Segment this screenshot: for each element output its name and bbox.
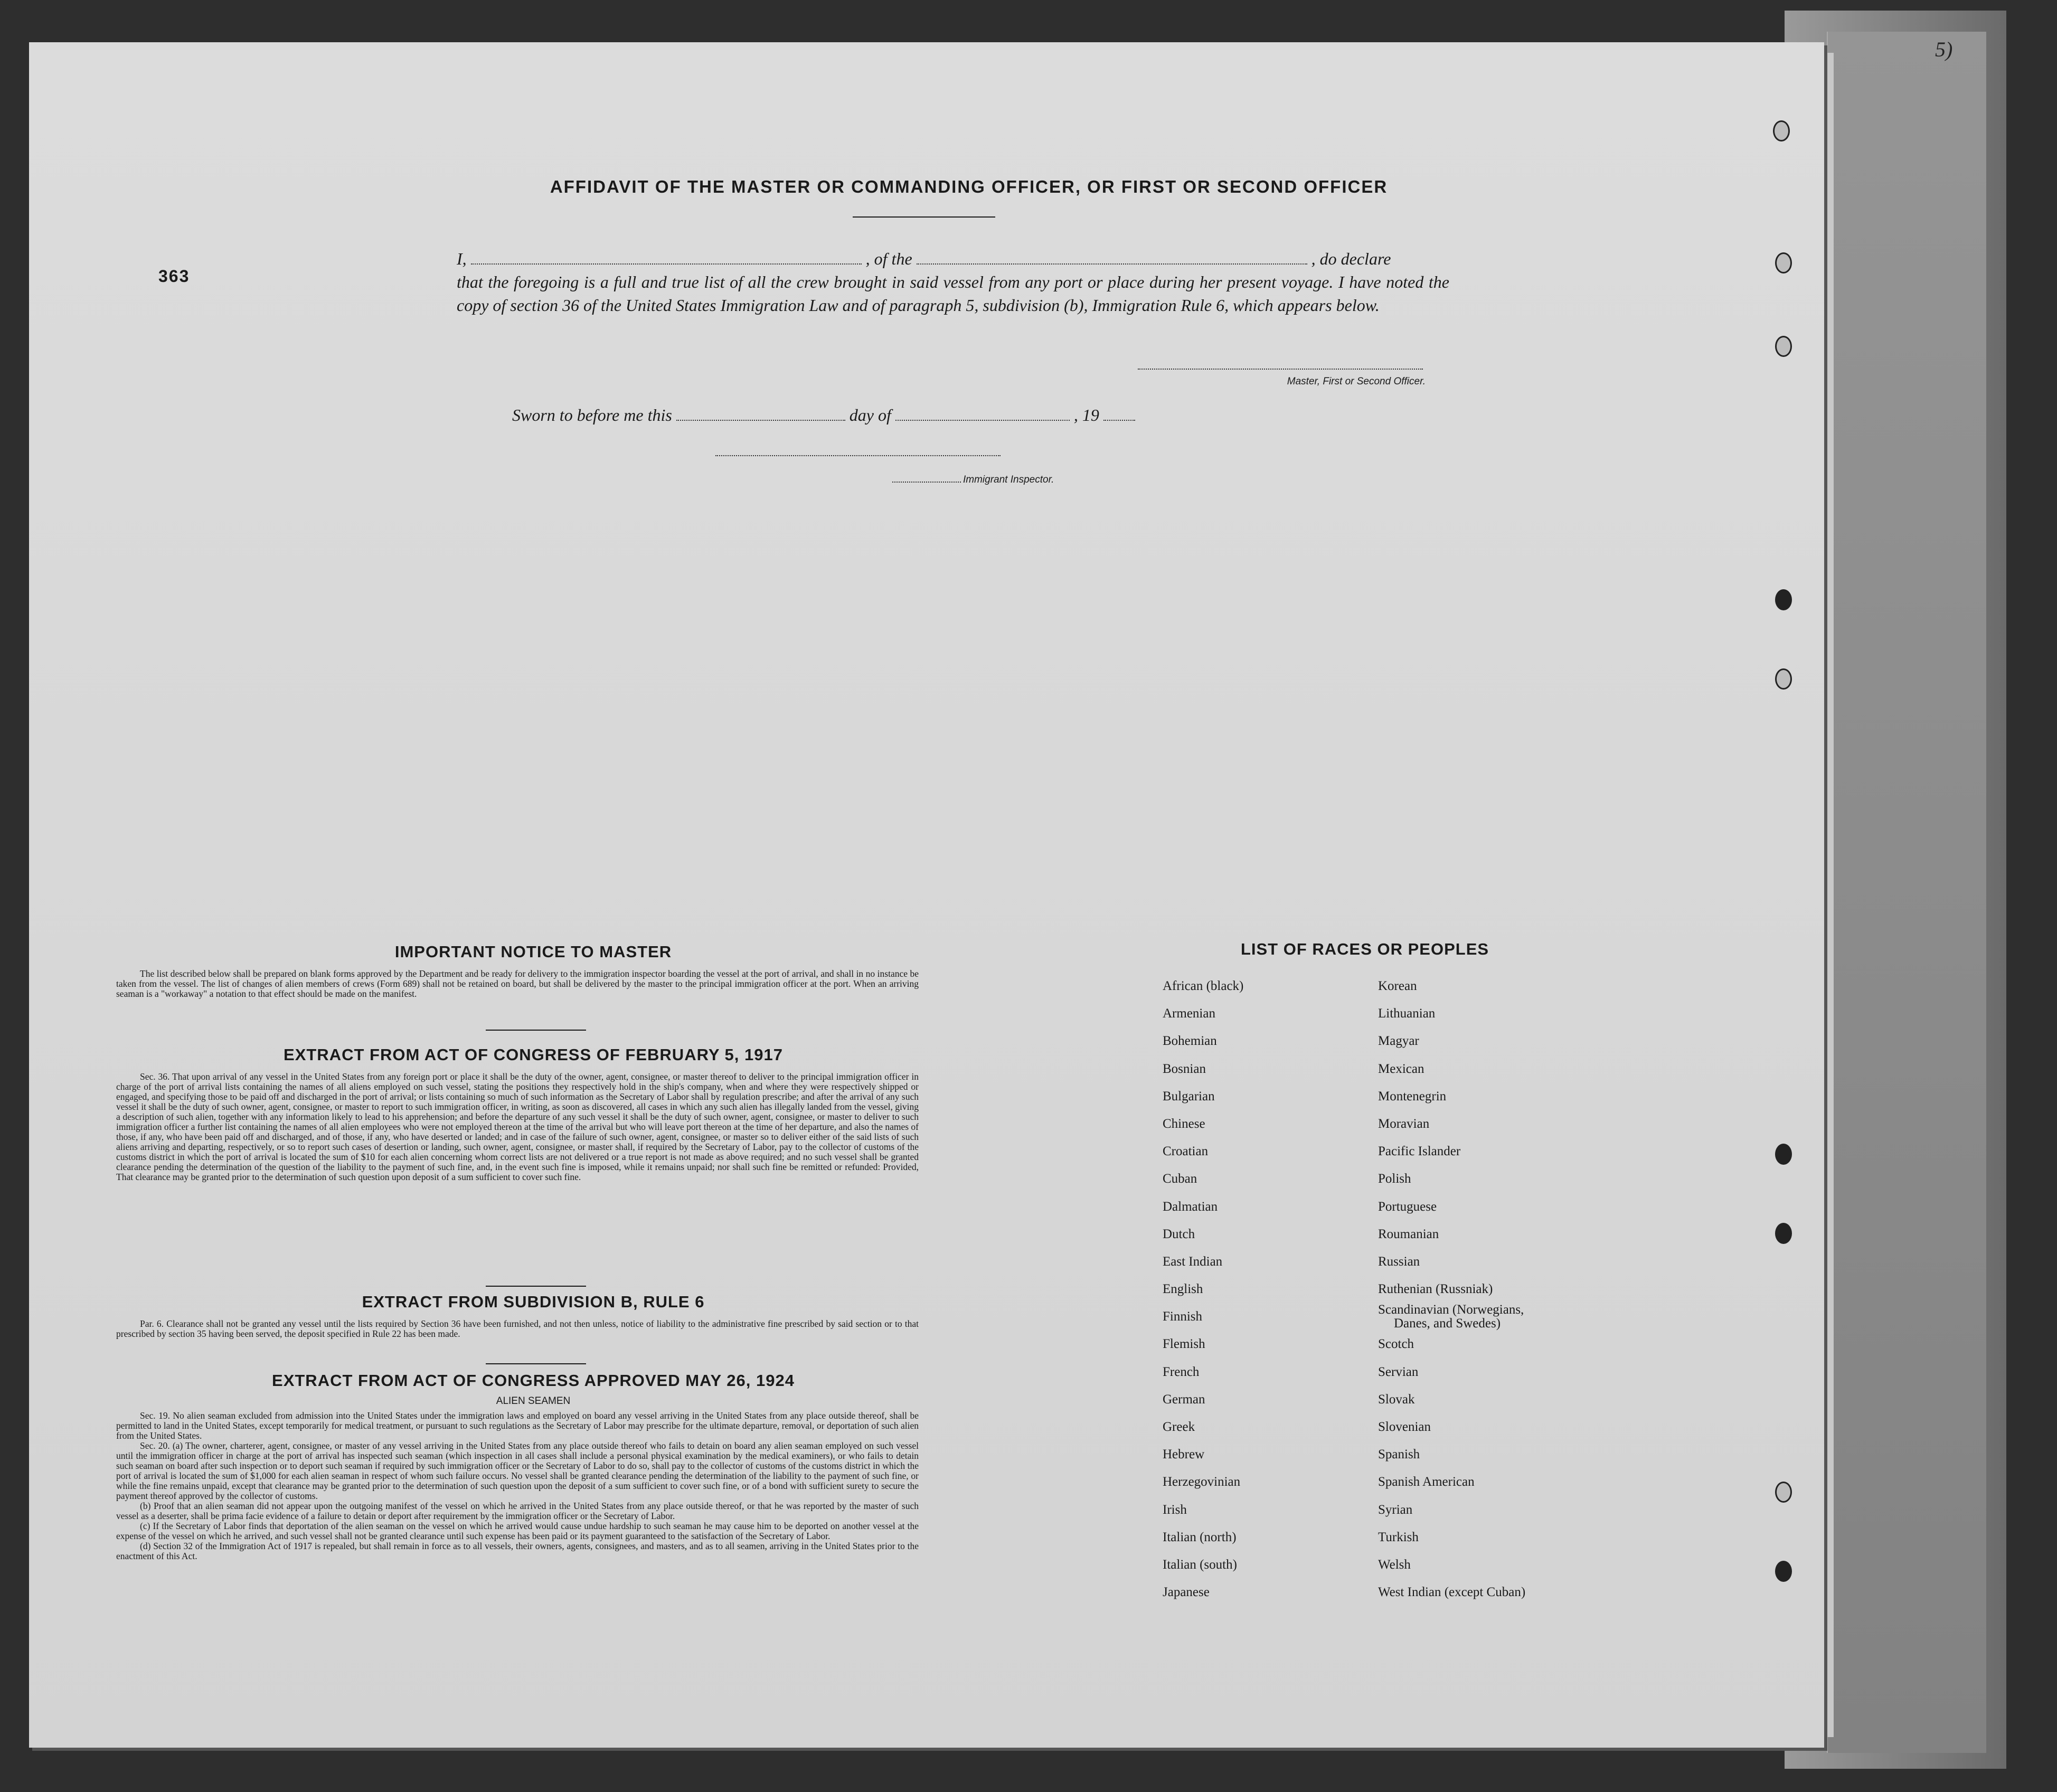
race-item: French (1163, 1364, 1200, 1379)
extract-1924-sec20c: (c) If the Secretary of Labor finds that deportation of the alien seaman on the vessel on which he arrived would cause undue hardship to such seaman he may cause him to be deported on another vessel at the expense of the vessel on which he arrived, and such vessel shall not be granted clearance until such expense has been paid or its payment guaranteed to the satisfaction of the Secretary of Labor. (116, 1521, 919, 1541)
race-item: Dutch (1163, 1227, 1195, 1241)
race-item: Japanese (1163, 1585, 1210, 1600)
race-item: Russian (1378, 1254, 1420, 1269)
race-item: Hebrew (1163, 1447, 1205, 1462)
race-item: Italian (south) (1163, 1557, 1237, 1572)
affidavit-text: that the foregoing is a full and true list of all the crew brought in said vessel from any port or place during her present voyage. I have noted the copy of section 36 of the United States Immigration Law and of paragraph 5, subdivision (b), Immigration Rule 6, which appears below. (457, 272, 1449, 315)
extract-rule6-paragraph: Par. 6. Clearance shall not be granted any vessel until the lists required by Section 36 have been furnished, and not then unless, notice of liability to the administrative fine prescribed by said section or to that prescribed by section 35 having been served, the deposit specified in Rule 22 has been made. (116, 1318, 919, 1339)
notice-title: IMPORTANT NOTICE TO MASTER (394, 942, 672, 961)
extract-1917-rule (486, 1286, 586, 1287)
affidavit-body (457, 247, 1449, 317)
binder-hole-icon (1775, 668, 1792, 690)
sworn-line (512, 405, 1135, 425)
corner-handwritten-mark: 5) (1935, 37, 1953, 61)
race-item: East Indian (1163, 1254, 1223, 1269)
master-caption: Master, First or Second Officer. (1287, 376, 1426, 387)
inspector-blank (892, 481, 961, 483)
binder-hole-icon (1775, 252, 1792, 273)
races-right-column (1378, 973, 1525, 1606)
title-rule (853, 216, 995, 218)
race-item: Scandinavian (Norwegians, (1378, 1303, 1524, 1317)
race-item: West Indian (except Cuban) (1378, 1585, 1526, 1600)
binder-hole-icon (1775, 336, 1792, 357)
race-item: Ruthenian (Russniak) (1378, 1282, 1493, 1297)
extract-rule6-title: EXTRACT FROM SUBDIVISION B, RULE 6 (362, 1293, 705, 1311)
race-item: Mexican (1378, 1061, 1424, 1076)
month-blank (895, 419, 1070, 421)
race-item: Polish (1378, 1172, 1411, 1186)
master-signature-line (1138, 369, 1423, 370)
race-item: Slovenian (1378, 1420, 1431, 1434)
race-item: Syrian (1378, 1502, 1413, 1517)
extract-1917-title: EXTRACT FROM ACT OF CONGRESS OF FEBRUARY 5, 1917 (284, 1045, 783, 1064)
race-item: Bosnian (1163, 1061, 1206, 1076)
race-item: German (1163, 1392, 1205, 1407)
race-item: Chinese (1163, 1116, 1205, 1131)
binder-hole-icon (1775, 1561, 1792, 1582)
extract-1924-text (116, 1411, 919, 1561)
race-item-scandinavian (1378, 1303, 1525, 1331)
race-item: Bulgarian (1163, 1089, 1215, 1104)
extract-1917-text (116, 1072, 919, 1182)
binder-hole-icon (1773, 120, 1790, 142)
document-page (29, 42, 1824, 1748)
extract-1924-sec20a: Sec. 20. (a) The owner, charterer, agent, consignee, or master of any vessel arriving in the United States from any place outside thereof who fails to detain on board any alien seaman employed on such vessel until the immigration officer in charge at the port of arrival has inspected such seaman (which inspection in all cases shall include a personal physical examination by the medical examiners), or who fails to detain such seaman on board after such inspection or to deport such seaman if required by such immigration officer or the Secretary of Labor to do so, shall pay to the collector of customs of the customs district in which the port of arrival is located the sum of $1,000 for each alien seaman in respect of whom such failure occurs. No vessel shall be granted clearance pending the determination of the liability to the payment of such fine, or while the fine remains unpaid, except that clearance may be granted prior to the determination of such question upon the deposit of a sum sufficient to cover such fine, or of a bond with sufficient surety to secure the payment thereof approved by the collector of customs. (116, 1440, 919, 1501)
races-title: LIST OF RACES OR PEOPLES (1240, 940, 1489, 958)
binder-hole-icon (1775, 1223, 1792, 1244)
background-page-edge (1827, 32, 1986, 1753)
race-item: Portuguese (1378, 1199, 1437, 1214)
affidavit-of-the: , of the (865, 249, 912, 268)
inspector-caption: Immigrant Inspector. (963, 474, 1054, 485)
race-item: Cuban (1163, 1172, 1197, 1186)
race-item: English (1163, 1282, 1203, 1297)
extract-1924-subtitle: ALIEN SEAMEN (496, 1395, 571, 1407)
race-item: Pacific Islander (1378, 1144, 1461, 1159)
year-blank (1103, 419, 1135, 421)
races-left-column (1163, 973, 1243, 1606)
extract-rule6-rule (486, 1363, 586, 1364)
binder-hole-icon (1775, 1144, 1792, 1165)
race-item: Korean (1378, 979, 1417, 993)
day-blank (676, 419, 845, 421)
race-item: Flemish (1163, 1337, 1205, 1352)
race-item: Armenian (1163, 1006, 1215, 1021)
race-item: Turkish (1378, 1530, 1419, 1544)
affidavit-i: I, (457, 249, 467, 268)
race-item: Croatian (1163, 1144, 1209, 1159)
extract-rule6-text (116, 1319, 919, 1339)
affidavit-do-declare: , do declare (1311, 249, 1391, 268)
inspector-caption-row (892, 474, 1054, 486)
binder-hole-icon (1775, 1482, 1792, 1503)
race-item: Bohemian (1163, 1034, 1217, 1049)
race-item: Spanish (1378, 1447, 1420, 1462)
race-item: Montenegrin (1378, 1089, 1447, 1104)
race-item-continued: Danes, and Swedes) (1394, 1316, 1501, 1331)
name-blank (471, 263, 862, 265)
race-item: Servian (1378, 1364, 1419, 1379)
race-item: Spanish American (1378, 1475, 1475, 1489)
extract-1924-sec19: Sec. 19. No alien seaman excluded from admission into the United States under the immigration laws and employed on board any vessel arriving in the United States from any place outside thereof, shall be permitted to land in the United States, except temporarily for medical treatment, or pursuant to such regulations as the Secretary of Labor may prescribe for the ultimate departure, removal, or deportation of such alien from the United States. (116, 1410, 919, 1441)
day-of-text: day of (849, 405, 891, 425)
extract-1924-sec20b: (b) Proof that an alien seaman did not appear upon the outgoing manifest of the vessel on which he arrived in the United States from any place outside thereof, or that he was reported by the master of such vessel as a deserter, shall be prima facie evidence of a failure to detain or deport after requirement by the immigration officer or the Secretary of Labor. (116, 1501, 919, 1521)
notice-paragraph: The list described below shall be prepared on blank forms approved by the Department and be ready for delivery to the immigration inspector boarding the vessel at the port of arrival, and shall in no instance be taken from the vessel. The list of changes of alien members of crews (Form 689) shall not be retained on board, but shall be delivered by the master to the principal immigration officer at the port. When an arriving seaman is a "workaway" a notation to that effect should be made on the manifest. (116, 968, 919, 999)
binder-hole-icon (1775, 589, 1792, 610)
race-item: Roumanian (1378, 1227, 1439, 1241)
inspector-signature-line (715, 455, 1001, 456)
race-item: Lithuanian (1378, 1006, 1436, 1021)
vessel-blank (917, 263, 1307, 265)
extract-1917-paragraph: Sec. 36. That upon arrival of any vessel in the United States from any foreign port or place it shall be the duty of the owner, agent, consignee, or master thereof to deliver to the principal immigration officer in charge of the port of arrival lists containing the names of all aliens employed on such vessel, stating the positions they respectively hold in the ship's company, when and where they were respectively shipped or engaged, and specifying those to be paid off and discharged in the port of arrival; or lists containing so much of such information as the Secretary of Labor shall by regulation prescribe; and after the arrival of any such vessel it shall be the duty of such owner, agent, consignee, or master to report to such immigration officer, in writing, as soon as discovered, all cases in which any such alien has illegally landed from the vessel, giving a description of such alien, together with any information likely to lead to his apprehension; and before the departure of any such vessel it shall be the duty of such owner, agent, consignee, or master to deliver to such immigration officer a further list containing the names of all alien employees who were not employed thereon at the time of the arrival but who will leave port thereon at the time of her departure, and also the names of those, if any, who have been paid off and discharged, and of those, if any, who have deserted or landed; and in case of the failure of such owner, agent, consignee, or master so to deliver either of the said lists of such aliens arriving and departing, respectively, or so to report such cases of desertion or landing, such owner, agent, consignee, or master shall, if required by the Secretary of Labor, pay to the collector of customs of the customs district in which the port of arrival is located the sum of $10 for each alien concerning whom correct lists are not delivered or a true report is not made as above required; and no such vessel shall be granted clearance pending the determination of the question of the liability to the payment of such fine, and, in the event such fine is imposed, while it remains unpaid; nor shall such fine be remitted or refunded: Provided, That clearance may be granted prior to the determination of such question upon deposit of a sum sufficient to cover such fine. (116, 1071, 919, 1182)
race-item: Italian (north) (1163, 1530, 1237, 1544)
race-item: Dalmatian (1163, 1199, 1218, 1214)
sworn-text: Sworn to before me this (512, 405, 672, 425)
notice-text (116, 969, 919, 999)
extract-1924-title: EXTRACT FROM ACT OF CONGRESS APPROVED MAY 26, 1924 (272, 1371, 795, 1390)
race-item: Herzegovinian (1163, 1475, 1241, 1489)
notice-rule (486, 1030, 586, 1031)
page-stamp: 363 (158, 267, 190, 286)
race-item: Welsh (1378, 1557, 1411, 1572)
affidavit-title: AFFIDAVIT OF THE MASTER OR COMMANDING OFFICER, OR FIRST OR SECOND OFFICER (550, 177, 1388, 196)
race-item: Scotch (1378, 1337, 1414, 1352)
extract-1924-sec20d: (d) Section 32 of the Immigration Act of 1917 is repealed, but shall remain in force as to all vessels, their owners, agents, consignees, and masters, and as to all seamen, arriving in the United States prior to the enactment of this Act. (116, 1541, 919, 1561)
race-item: Slovak (1378, 1392, 1415, 1407)
race-item: Finnish (1163, 1309, 1203, 1324)
race-item: Magyar (1378, 1034, 1419, 1049)
race-item: Irish (1163, 1502, 1187, 1517)
race-item: Greek (1163, 1420, 1195, 1434)
race-item: Moravian (1378, 1116, 1430, 1131)
year-text: , 19 (1073, 405, 1099, 425)
race-item: African (black) (1163, 979, 1244, 993)
